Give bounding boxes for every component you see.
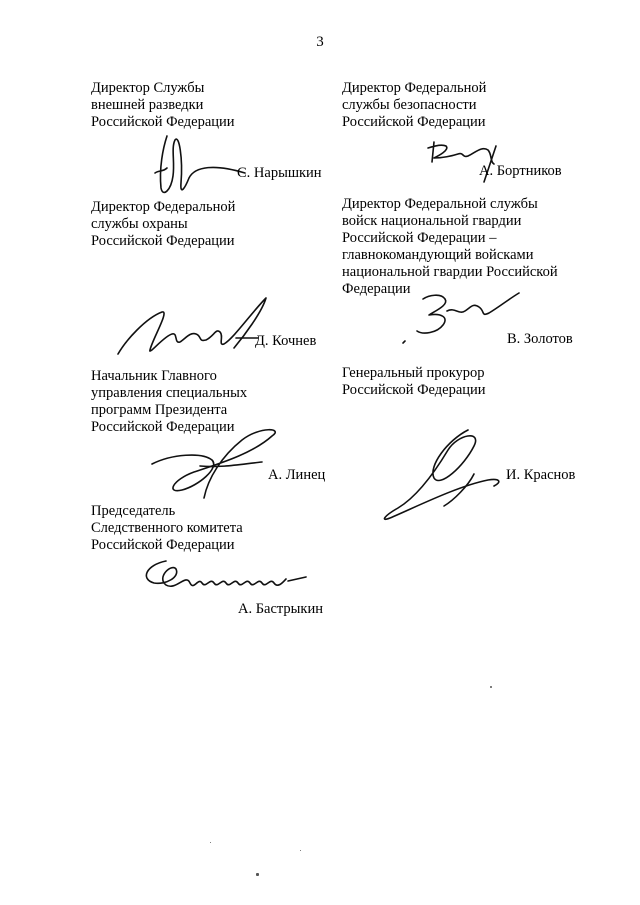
position-gusp-head: Начальник Главного управления специальных программ Президента Российской Федерации xyxy=(91,368,248,435)
signature-kochnev xyxy=(112,292,277,364)
scan-speck xyxy=(490,686,492,688)
page-number: 3 xyxy=(316,34,324,50)
name-kochnev: Д. Кочнев xyxy=(255,333,317,349)
name-naryshkin: С. Нарышкин xyxy=(237,165,322,181)
scan-speck xyxy=(300,850,301,851)
position-rosgvardia-director: Директор Федеральной службы войск национальной гвардии Российской Федерации – главнокомандующий войсками национальной гвардии Российской Федерации xyxy=(342,196,558,297)
signature-krasnov xyxy=(378,426,508,526)
signature-zolotov xyxy=(395,285,525,350)
name-bastrykin: А. Бастрыкин xyxy=(238,601,323,617)
name-linets: А. Линец xyxy=(268,467,326,483)
position-fsb-director: Директор Федеральной службы безопасности Российской Федерации xyxy=(342,80,487,130)
scan-speck xyxy=(210,842,211,843)
name-krasnov: И. Краснов xyxy=(506,467,576,483)
position-svr-director: Директор Службы внешней разведки Российской Федерации xyxy=(91,80,235,130)
scan-speck xyxy=(256,873,259,876)
name-zolotov: В. Золотов xyxy=(507,331,573,347)
signature-linets xyxy=(142,424,292,504)
position-fso-director: Директор Федеральной службы охраны Российской Федерации xyxy=(91,199,236,249)
position-sk-chairman: Председатель Следственного комитета Российской Федерации xyxy=(91,503,243,553)
position-prosecutor-general: Генеральный прокурор Российской Федерации xyxy=(342,365,486,398)
signature-bastrykin xyxy=(136,555,311,600)
name-bortnikov: А. Бортников xyxy=(479,163,562,179)
